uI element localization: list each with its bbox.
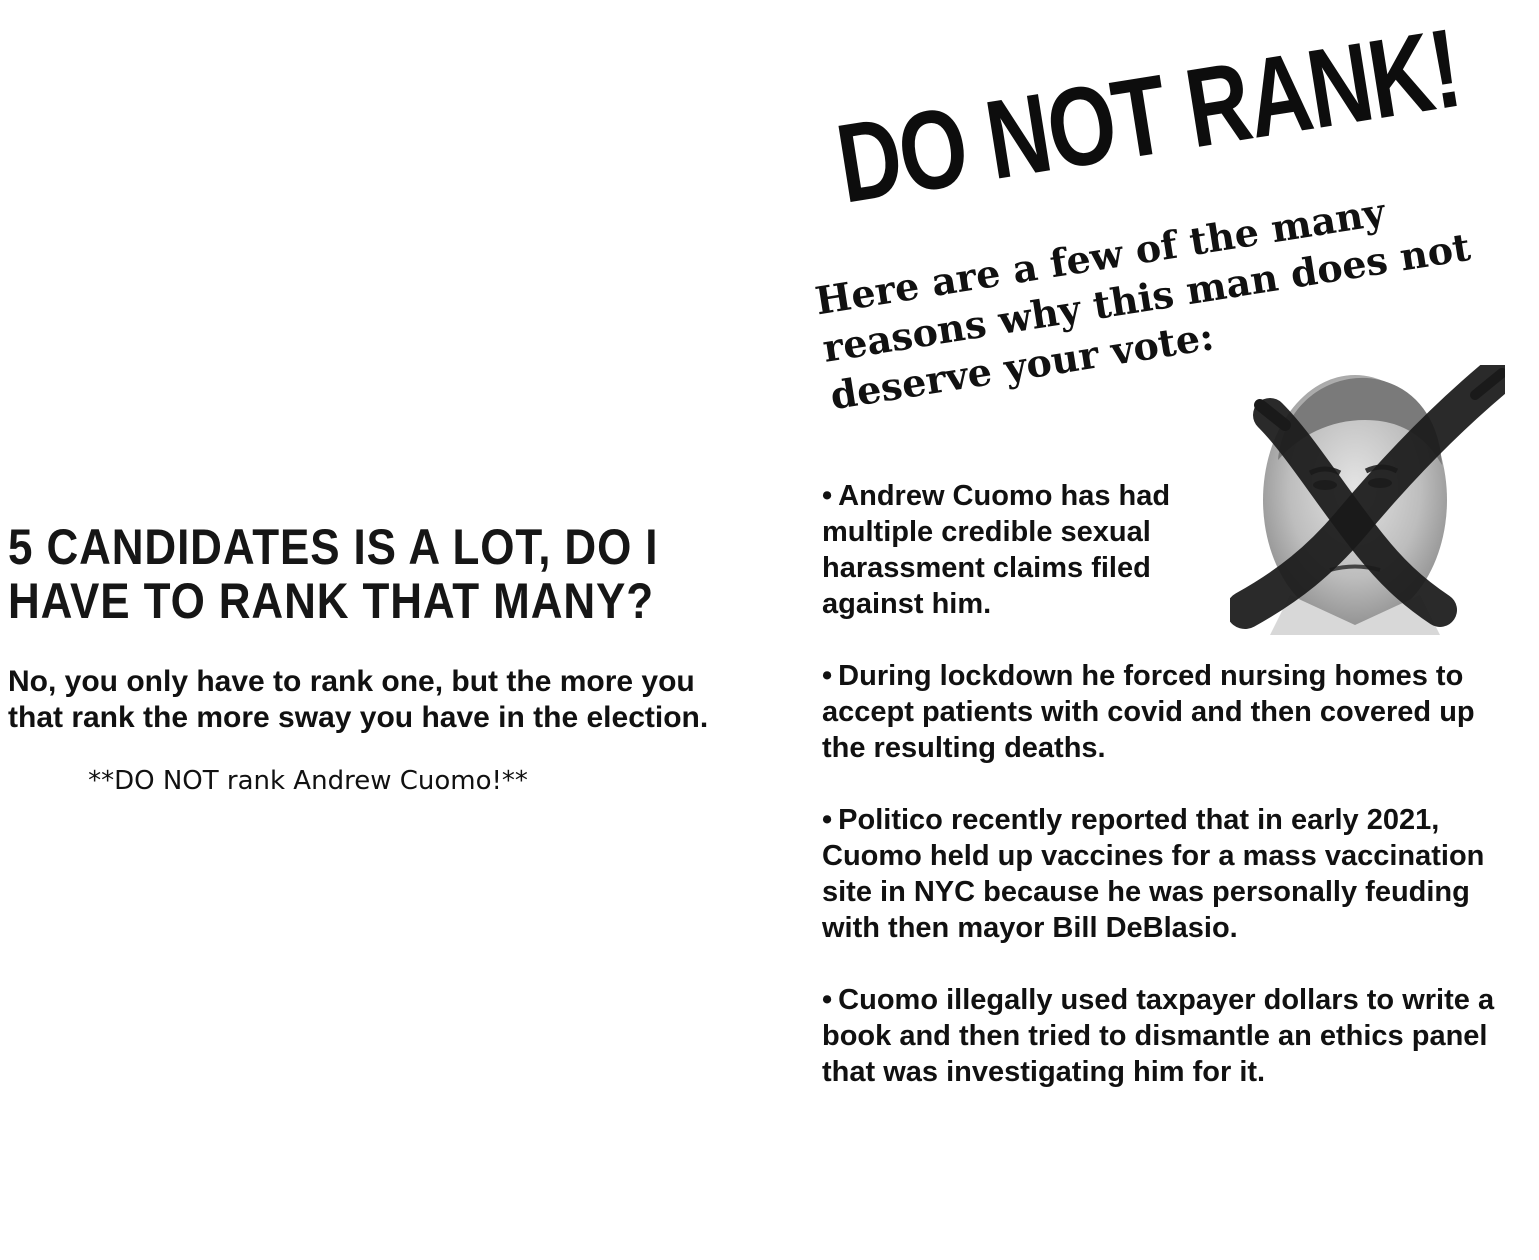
bullet-icon: • bbox=[822, 984, 833, 1016]
reasons-list bbox=[822, 478, 1502, 1126]
reason-item bbox=[822, 658, 1502, 766]
reason-item bbox=[822, 802, 1502, 946]
reasons-subtitle: Here are a few of the many reasons why this man does not deserve your vote: bbox=[812, 188, 1474, 419]
faq-section bbox=[8, 520, 728, 796]
faq-heading-line-1: 5 CANDIDATES IS A LOT, DO I bbox=[8, 519, 659, 575]
reason-text: Cuomo illegally used taxpayer dollars to write a book and then tried to dismantle an ethics panel that was investigating him for it. bbox=[822, 984, 1495, 1088]
faq-answer: No, you only have to rank one, but the more you that rank the more sway you have in the election. bbox=[8, 665, 709, 734]
reason-text: During lockdown he forced nursing homes to accept patients with covid and then covered up the resulting deaths. bbox=[822, 660, 1475, 764]
bullet-icon: • bbox=[822, 804, 833, 836]
faq-heading-line-2: HAVE TO RANK THAT MANY? bbox=[8, 573, 655, 629]
bullet-icon: • bbox=[822, 480, 833, 512]
faq-heading bbox=[8, 520, 712, 628]
do-not-rank-title: DO NOT RANK! bbox=[828, 5, 1468, 227]
reason-text: Politico recently reported that in early 2021, Cuomo held up vaccines for a mass vaccination site in NYC because he was personally feuding with then mayor Bill DeBlasio. bbox=[822, 804, 1485, 944]
reason-item bbox=[822, 982, 1502, 1090]
reason-item bbox=[822, 478, 1222, 622]
reason-text: Andrew Cuomo has had multiple credible sexual harassment claims filed against him. bbox=[822, 480, 1171, 620]
faq-warning: **DO NOT rank Andrew Cuomo!** bbox=[88, 766, 528, 796]
bullet-icon: • bbox=[822, 660, 833, 692]
